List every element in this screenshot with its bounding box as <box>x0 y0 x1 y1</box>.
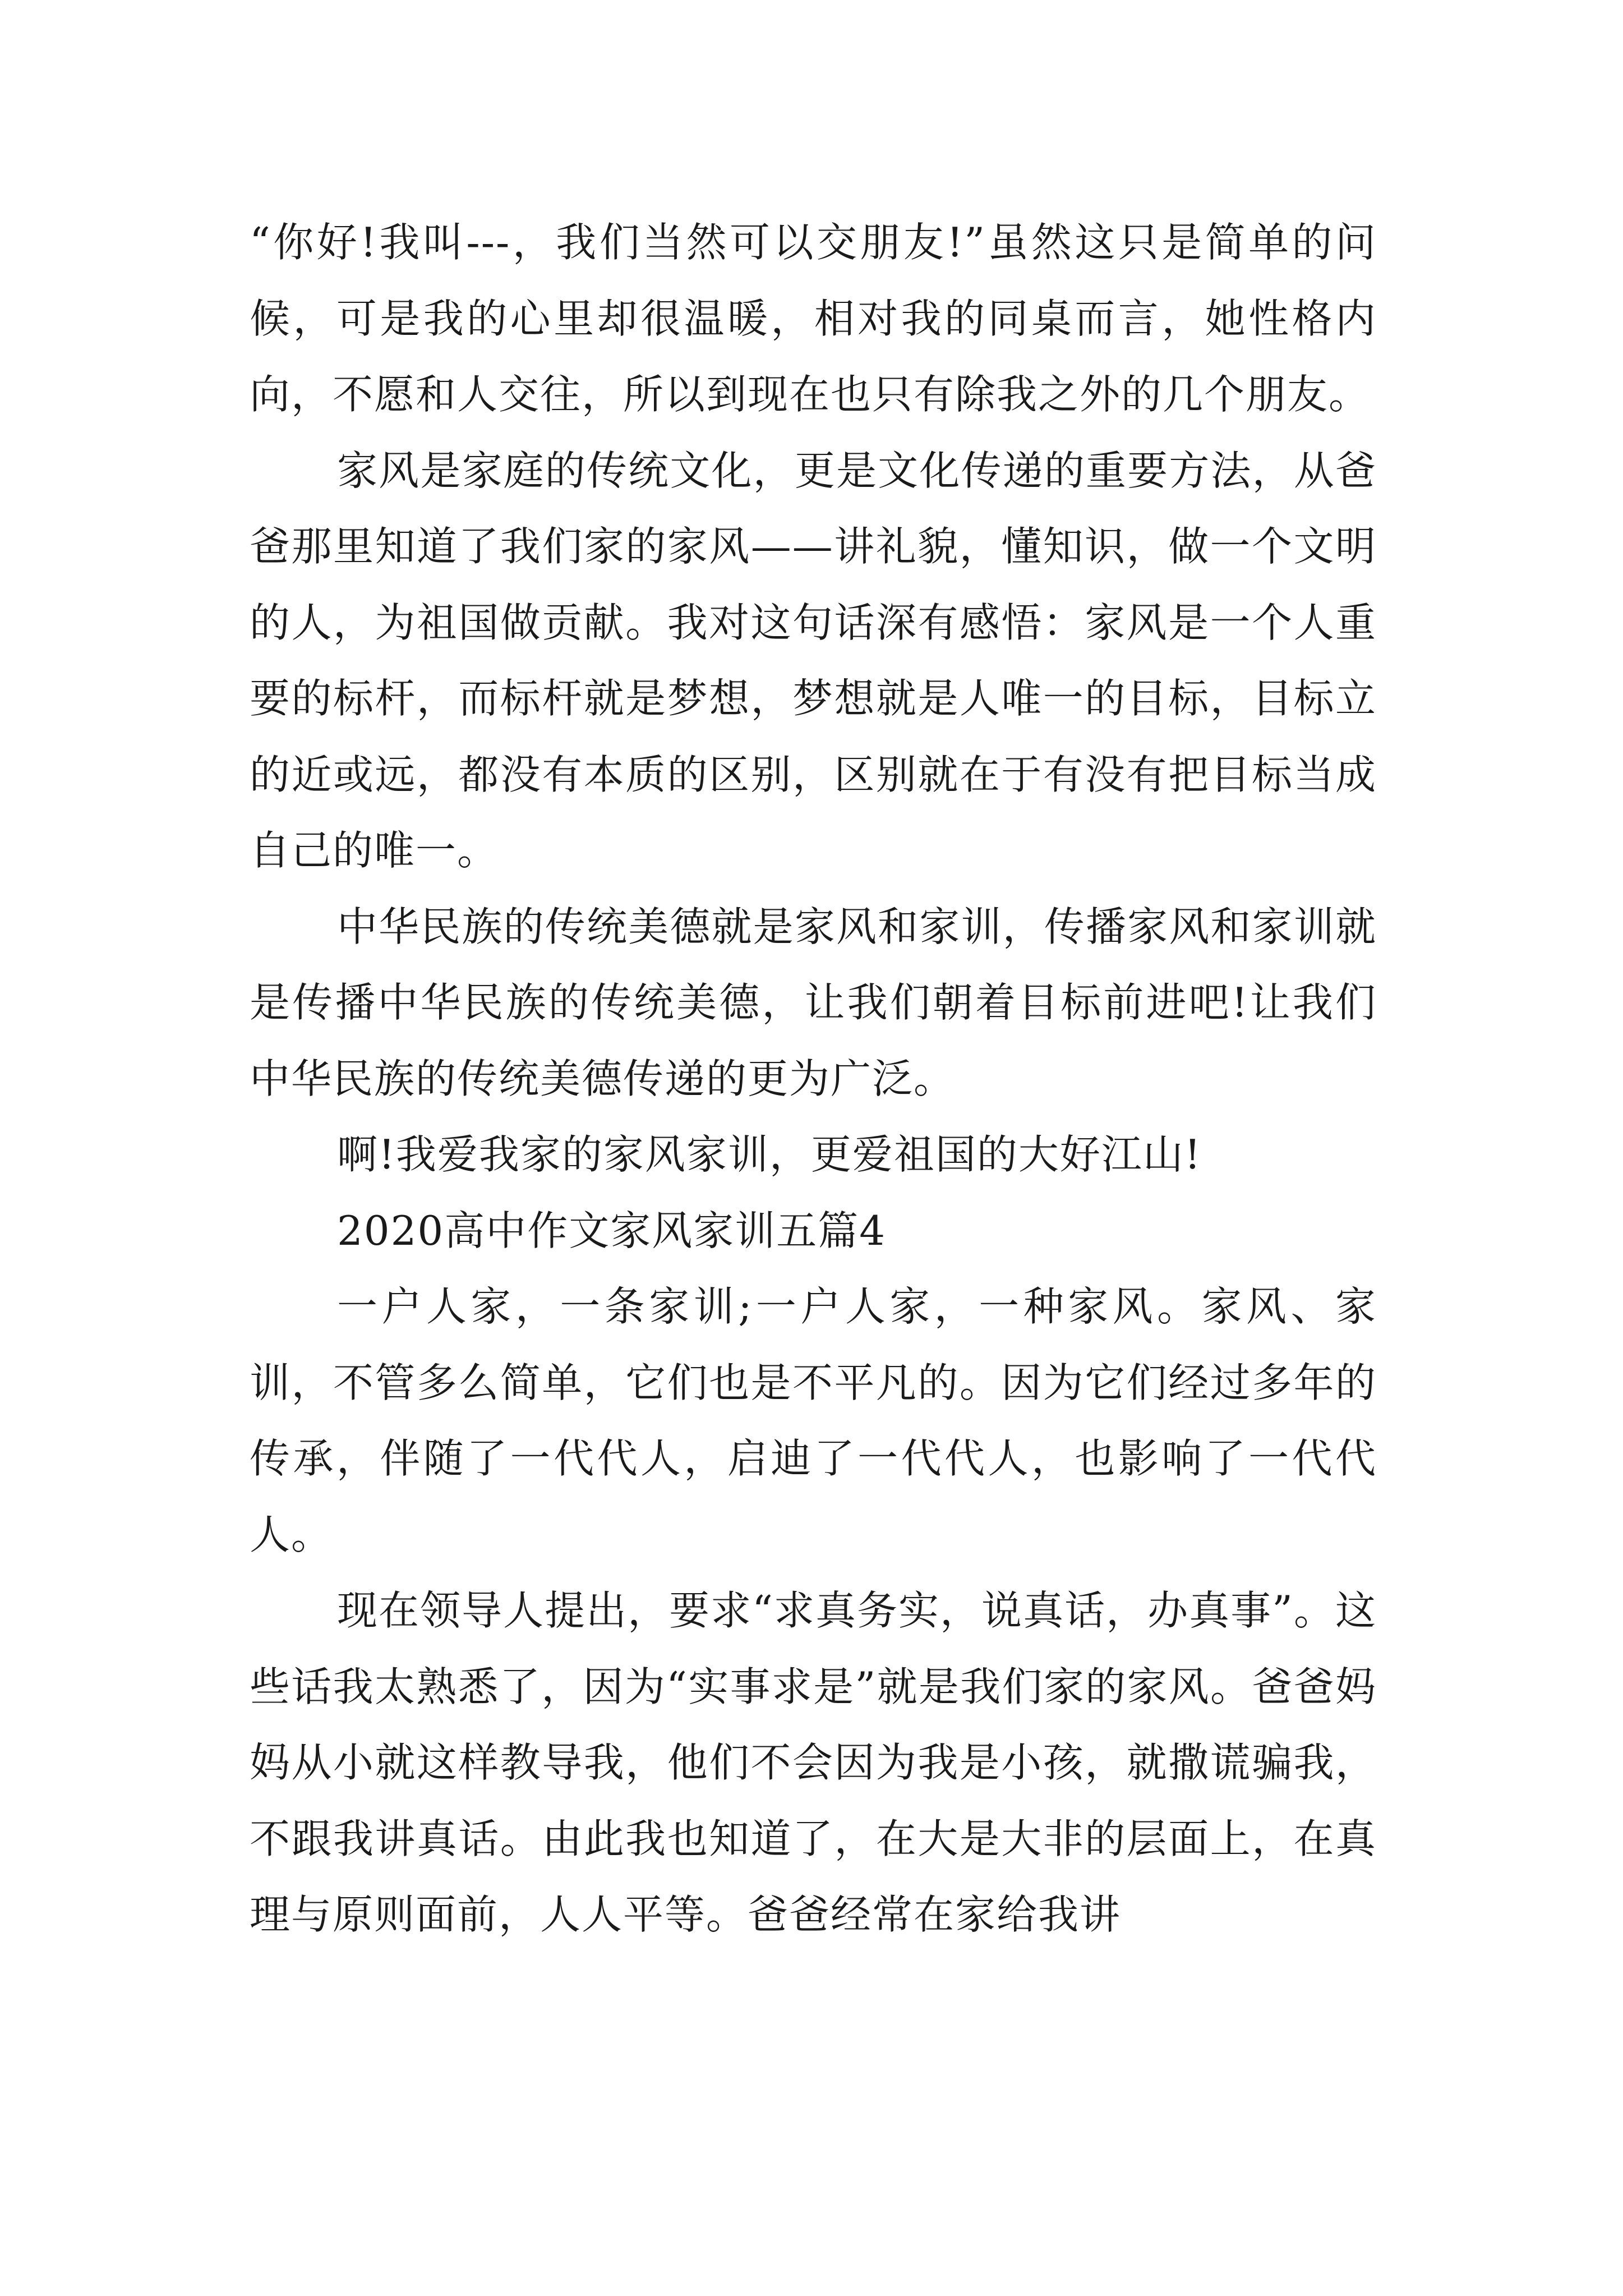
article-body <box>250 205 1377 1953</box>
paragraph-2: 家风是家庭的传统文化，更是文化传递的重要方法，从爸爸那里知道了我们家的家风——讲礼貌，懂知识，做一个文明的人，为祖国做贡献。我对这句话深有感悟：家风是一个人重要的标杆，而标杆就是梦想，梦想就是人唯一的目标，目标立的近或远，都没有本质的区别，区别就在于有没有把目标当成自己的唯一。 <box>250 447 1377 874</box>
section-heading: 2020高中作文家风家训五篇4 <box>337 1207 887 1254</box>
paragraph-1: “你好!我叫---，我们当然可以交朋友!”虽然这只是简单的问候，可是我的心里却很温暖，相对我的同桌而言，她性格内向，不愿和人交往，所以到现在也只有除我之外的几个朋友。 <box>250 219 1377 418</box>
paragraph-6: 现在领导人提出，要求“求真务实，说真话，办真事”。这些话我太熟悉了，因为“实事求是”就是我们家的家风。爸爸妈妈从小就这样教导我，他们不会因为我是小孩，就撒谎骗我，不跟我讲真话。由此我也知道了，在大是大非的层面上，在真理与原则面前，人人平等。爸爸经常在家给我讲 <box>250 1587 1377 1938</box>
paragraph-4: 啊!我爱我家的家风家训，更爱祖国的大好江山! <box>337 1131 1202 1178</box>
paragraph-3: 中华民族的传统美德就是家风和家训，传播家风和家训就是传播中华民族的传统美德，让我们朝着目标前进吧!让我们中华民族的传统美德传递的更为广泛。 <box>250 903 1377 1102</box>
paragraph-5: 一户人家，一条家训;一户人家，一种家风。家风、家训，不管多么简单，它们也是不平凡的。因为它们经过多年的传承，伴随了一代代人，启迪了一代代人，也影响了一代代人。 <box>250 1283 1377 1558</box>
